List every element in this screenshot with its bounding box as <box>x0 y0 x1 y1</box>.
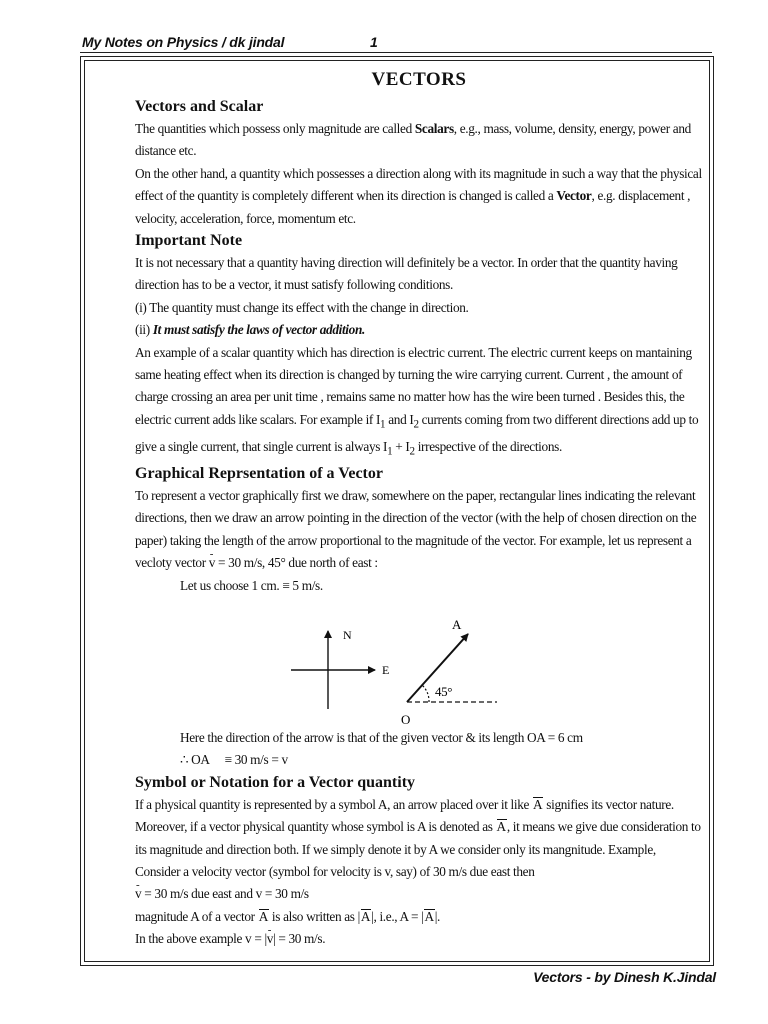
condition-2: (ii) It must satisfy the laws of vector addition. <box>135 322 365 338</box>
paragraph-current-example: An example of a scalar quantity which has direction is electric current. The electric current keeps on mantaining same heating effect when its direction is changed by turning the wire carrying current. Current , the amount of charge crossing an area per unit time , remains same no matter how has the wire been turned . Besides this, the electric current adds like scalars. For example if $I_1$ and $I_2$ currents coming from two different directions add up to give a single current, that single current is always $I_1 + I_2$ irrespective of the directions. <box>135 344 699 458</box>
equivalence-line: ∴ OA ≡ 30 m/s = v <box>180 752 288 768</box>
magnitude-line: magnitude A of a vector A is also written as |A|, i.e., A = |A|. <box>135 906 703 928</box>
header-title: My Notes on Physics / dk jindal <box>82 34 285 50</box>
example-line: In the above example v = |- v| = 30 m/s. <box>135 928 703 950</box>
vector-diagram <box>135 599 703 728</box>
header-rule <box>80 52 712 53</box>
paragraph-vectors: On the other hand, a quantity which possesses a direction along with its magnitude in such a way that the physical effect of the quantity is completely different when its direction is changed is called a Vector, e.g. displacement , velocity, acceleration, force, momentum etc. <box>135 165 702 226</box>
heading-graphical: Graphical Reprsentation of a Vector <box>135 465 383 482</box>
origin-label: O <box>401 712 411 728</box>
north-label: N <box>343 628 352 643</box>
page-header <box>82 34 702 50</box>
velocity-line: - v = 30 m/s due east and v = 30 m/s <box>135 883 703 905</box>
paragraph-notation: If a physical quantity is represented by a symbol A, an arrow placed over it like A signifies its vector nature. Moreover, if a vector physical quantity whose symbol is A is denoted as A, it means we give due consideration to its magnitude and direction both. If we simply denote it by A we consider only its mangnitude. Example, Consider a velocity vector (symbol for velocity is v, say) of 30 m/s due east then <box>135 794 703 884</box>
condition-1: (i) The quantity must change its effect with the change in direction. <box>135 299 469 315</box>
angle-label: 45° <box>435 684 453 700</box>
vector-diagram-svg <box>135 599 703 728</box>
paragraph-scalars: The quantities which possess only magnitude are called Scalars, e.g., mass, volume, density, energy, power and distance etc. <box>135 121 691 159</box>
v-vector-symbol: - v <box>209 552 215 574</box>
heading-notation: Symbol or Notation for a Vector quantity <box>135 773 416 791</box>
tip-label: A <box>452 617 462 633</box>
page-number: 1 <box>370 34 378 50</box>
document-title: VECTORS <box>371 69 467 90</box>
heading-vectors-scalar: Vectors and Scalar <box>135 98 264 115</box>
angle-arc <box>422 685 429 702</box>
page-footer: Vectors - by Dinesh K.Jindal <box>533 969 716 985</box>
paragraph-graphical: To represent a vector graphically first we draw, somewhere on the paper, rectangular lines indicating the relevant directions, then we draw an arrow pointing in the direction of the vector (with the help of chosen direction on the paper) taking the length of the arrow proportional to the magnitude of the vector. For example, let us represent a vecloty vector - v = 30 m/s, 45° due north of east : <box>135 485 703 575</box>
scale-line: Let us choose 1 cm. ≡ 5 m/s. <box>180 577 323 593</box>
east-label: E <box>382 663 389 678</box>
page-content <box>135 66 703 951</box>
paragraph-note: It is not necessary that a quantity having direction will definitely be a vector. In order that the quantity having direction has to be a vector, it must satisfy following conditions. <box>135 255 678 293</box>
heading-important-note: Important Note <box>135 232 243 250</box>
paragraph-arrow-direction: Here the direction of the arrow is that of the given vector & its length OA = 6 cm <box>180 730 583 746</box>
